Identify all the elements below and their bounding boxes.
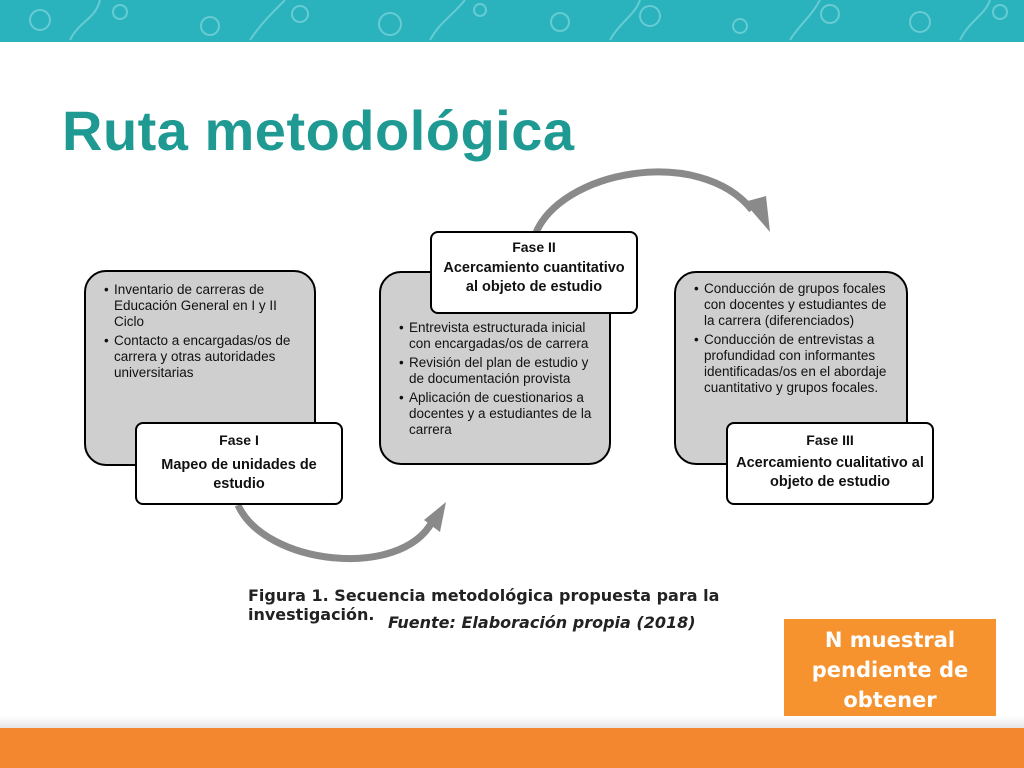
phase-2-description: Acercamiento cuantitativo al objeto de estudio bbox=[443, 260, 625, 295]
figure-caption: Figura 1. Secuencia metodológica propuesta para la investigación. bbox=[248, 586, 720, 624]
sample-note-box bbox=[784, 619, 996, 719]
phase-1-label bbox=[135, 422, 343, 505]
arrow-phase1-to-phase2 bbox=[238, 505, 432, 559]
note-line: obtener bbox=[843, 688, 937, 712]
phase-3-item: • Conducción de grupos focales con docentes y estudiantes de la carrera (diferenciados) bbox=[704, 281, 898, 329]
bottom-decorative-band bbox=[0, 728, 1024, 768]
arrowhead-top bbox=[744, 196, 770, 232]
note-line: pendiente de bbox=[811, 658, 969, 682]
page-title: Ruta metodológica bbox=[62, 99, 575, 162]
phase-2-label bbox=[430, 231, 638, 314]
phase-3-name: Fase III bbox=[806, 432, 854, 448]
figure-source bbox=[388, 613, 696, 632]
arrow-phase2-to-phase3 bbox=[535, 172, 752, 235]
phase-2-item: • Entrevista estructurada inicial con encargadas/os de carrera bbox=[409, 320, 599, 352]
phase-1-description: Mapeo de unidades de estudio bbox=[161, 457, 317, 492]
phase-3-item: • Conducción de entrevistas a profundidad con informantes identificadas/os en el abordaje cuantitativo y grupos focales. bbox=[704, 332, 898, 396]
phase-2-item: • Revisión del plan de estudio y de documentación provista bbox=[409, 355, 599, 387]
phase-3-label bbox=[726, 422, 934, 505]
phase-2-name: Fase II bbox=[512, 239, 556, 255]
phase-1-item: • Inventario de carreras de Educación General en I y II Ciclo bbox=[114, 282, 304, 330]
phase-1-name: Fase I bbox=[219, 432, 259, 448]
figure-source-label: Fuente bbox=[388, 613, 450, 632]
note-line: N muestral bbox=[824, 628, 956, 652]
phase-3-description: Acercamiento cualitativo al objeto de estudio bbox=[736, 455, 924, 490]
phase-2-item: • Aplicación de cuestionarios a docentes y a estudiantes de la carrera bbox=[409, 390, 599, 438]
bottom-shadow bbox=[0, 716, 1024, 728]
phase-1-item: • Contacto a encargadas/os de carrera y otras autoridades universitarias bbox=[114, 333, 304, 381]
figure-source-text: : Elaboración propia (2018) bbox=[449, 613, 696, 632]
